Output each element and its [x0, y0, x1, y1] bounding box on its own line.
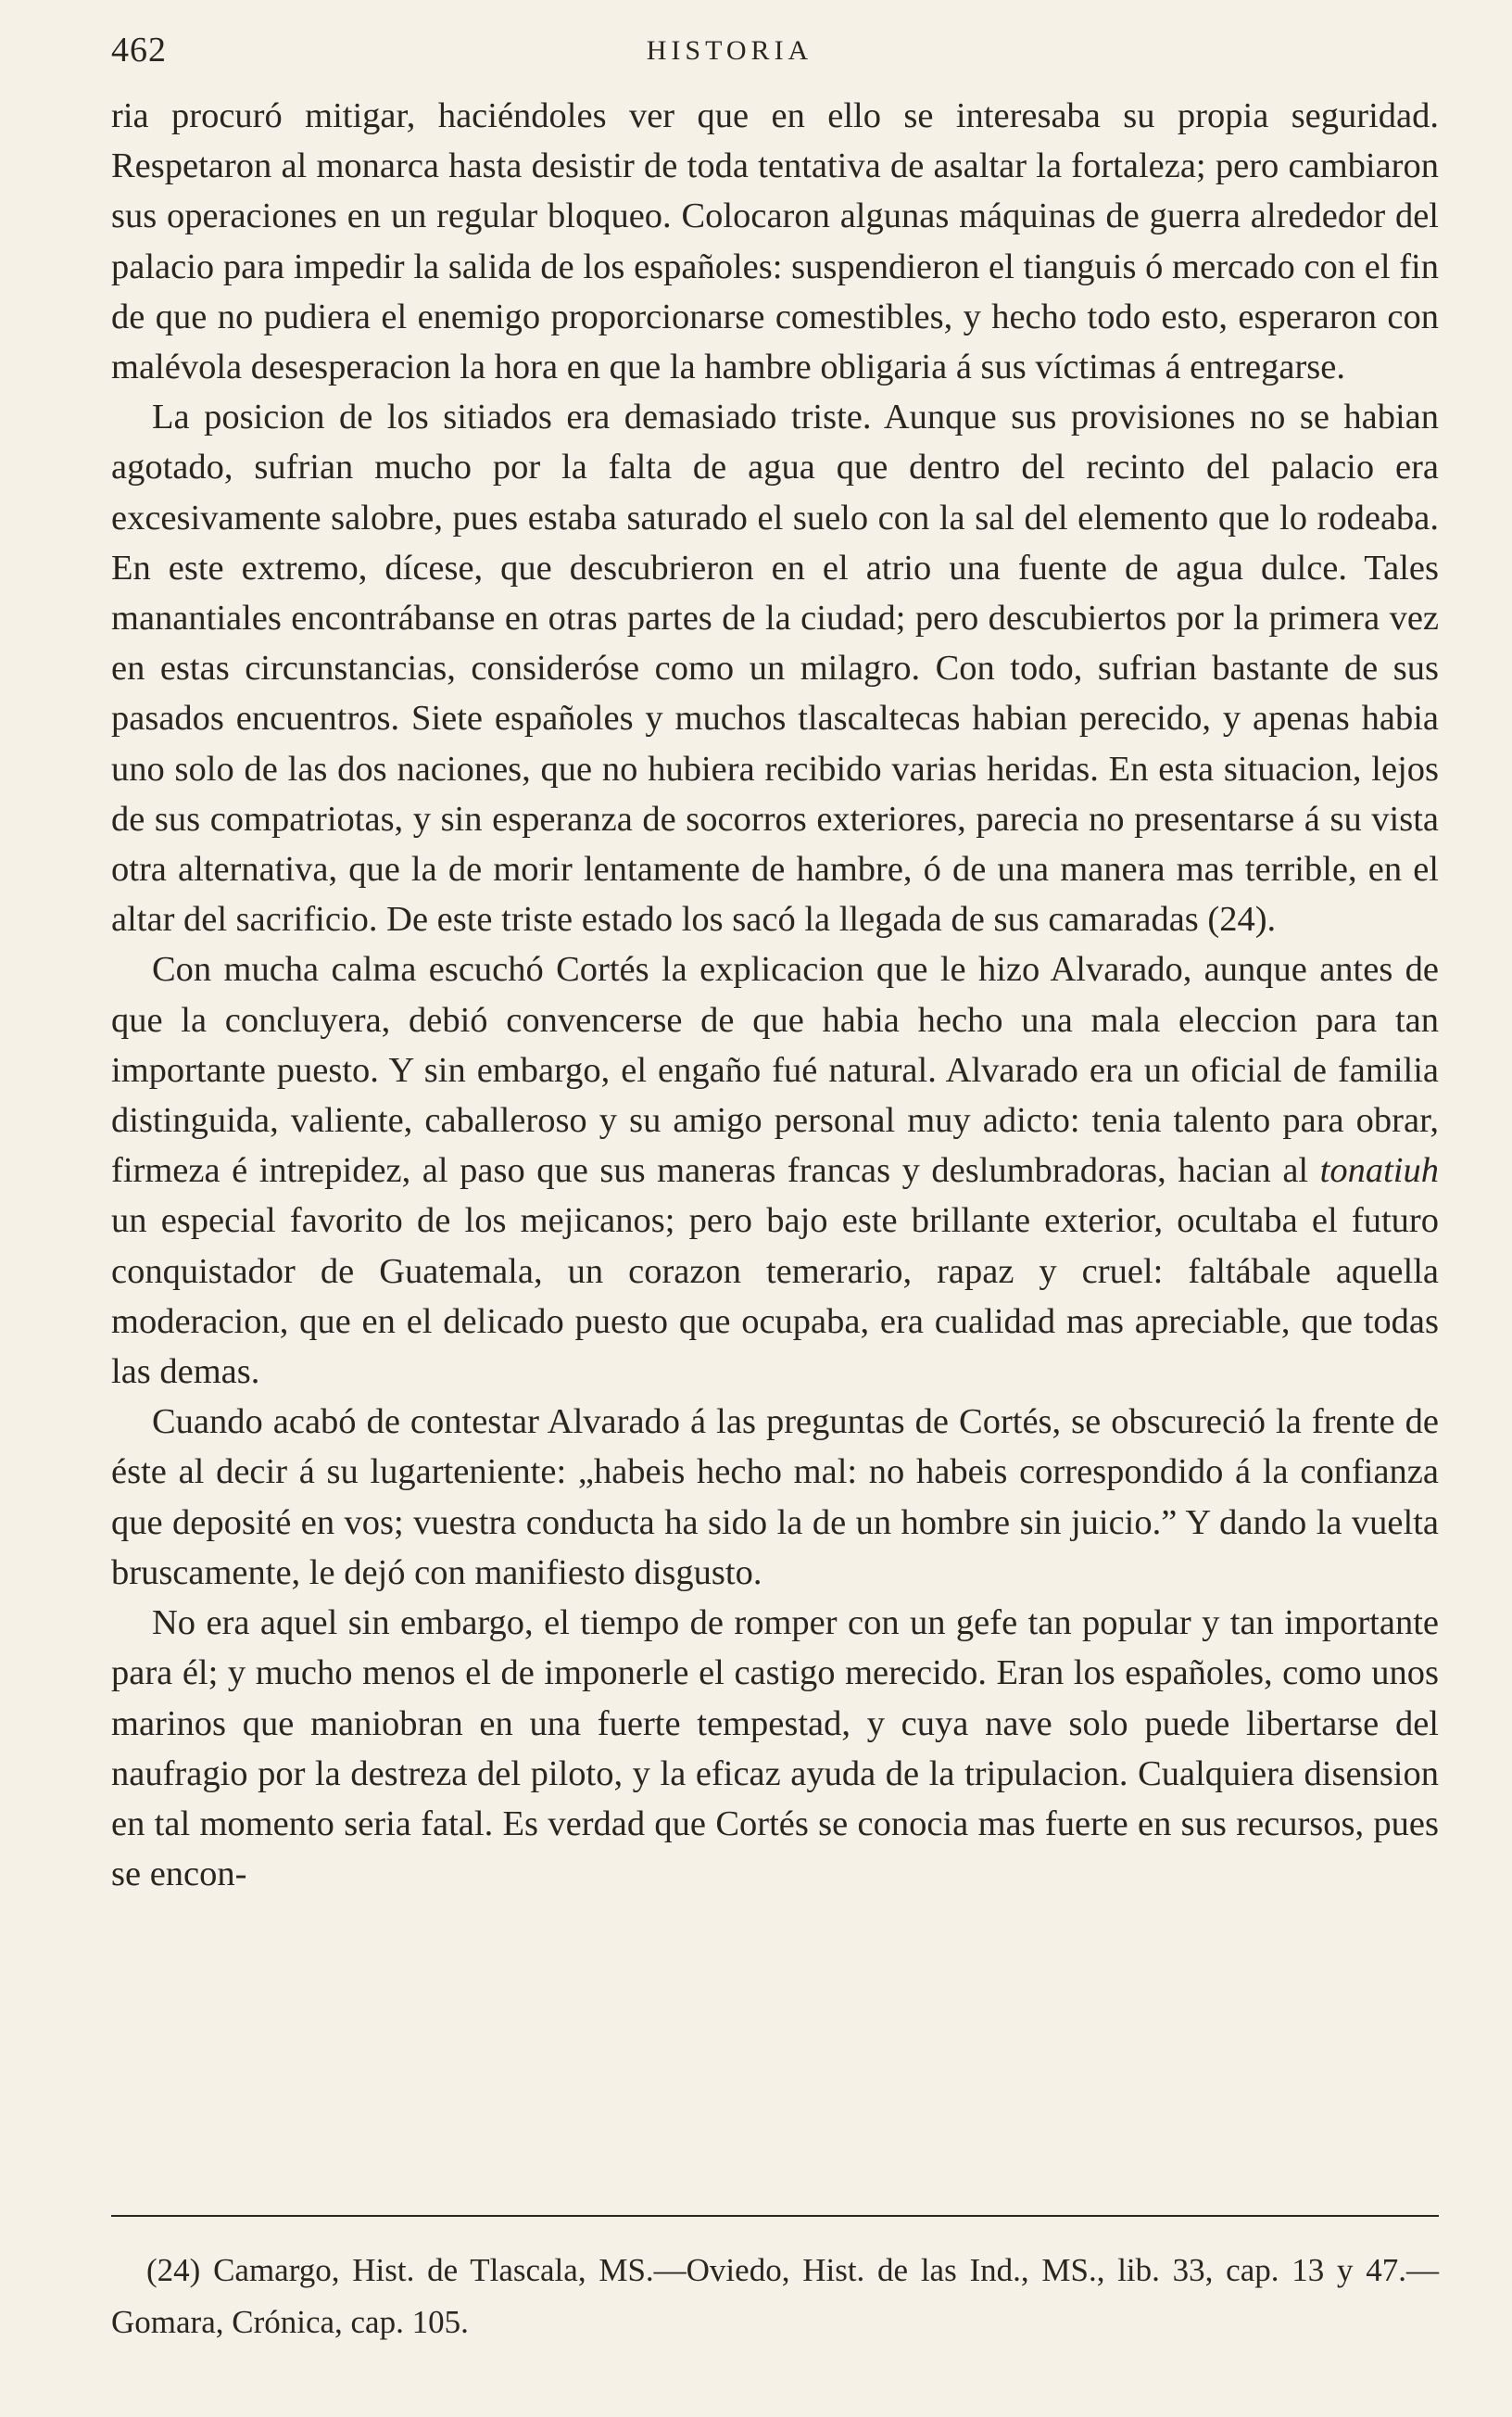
paragraph-3	[111, 944, 1439, 1397]
paragraph-text: Con mucha calma escuchó Cortés la explicacion que le hizo Alvarado, aunque antes de que la concluyera, debió convencerse de que habia hecho una mala eleccion para tan importante puesto. Y sin embargo, el engaño fué natural. Alvarado era un oficial de familia distinguida, valiente, caballeroso y su amigo personal muy adicto: tenia talento para obrar, firmeza é intrepidez, al paso que sus maneras francas y deslumbradoras, hacian al	[111, 950, 1439, 1191]
footnote-text: (24) Camargo, Hist. de Tlascala, MS.—Oviedo, Hist. de las Ind., MS., lib. 33, cap. 13 y 47.—Gomara, Crónica, cap. 105.	[111, 2252, 1439, 2340]
page-header	[111, 30, 1422, 76]
paragraph-1	[111, 91, 1439, 392]
footnote	[111, 2245, 1439, 2348]
paragraph-text: un especial favorito de los mejicanos; pero bajo este brillante exterior, ocultaba el futuro conquistador de Guatemala, un corazon temerario, rapaz y cruel: faltábale aquella moderacion, que en el delicado puesto que ocupaba, era cualidad mas apreciable, que todas las demas.	[111, 1201, 1439, 1392]
page-number: 462	[111, 31, 167, 70]
italic-term: tonatiuh	[1319, 1151, 1439, 1191]
paragraph-text: ria procuró mitigar, haciéndoles ver que en ello se interesaba su propia seguridad. Respetaron al monarca hasta desistir de toda tentativa de asaltar la fortaleza; pero cambiaron sus operaciones en un regular bloqueo. Colocaron algunas máquinas de guerra alrededor del palacio para impedir la salida de los españoles: suspendieron el tianguis ó mercado con el fin de que no pudiera el enemigo proporcionarse comestibles, y hecho todo esto, esperaron con malévola desesperacion la hora en que la hambre obligaria á sus víctimas á entregarse.	[111, 96, 1439, 387]
body-text	[111, 91, 1439, 1899]
paragraph-4	[111, 1397, 1439, 1598]
running-head: HISTORIA	[646, 35, 813, 66]
paragraph-5	[111, 1598, 1439, 1899]
paragraph-text: Cuando acabó de contestar Alvarado á las preguntas de Cortés, se obscureció la frente de éste al decir á su lugarteniente: „habeis hecho mal: no habeis correspondido á la confianza que deposité en vos; vuestra conducta ha sido la de un hombre sin juicio.” Y dando la vuelta bruscamente, le dejó con manifiesto disgusto.	[111, 1402, 1439, 1592]
paragraph-2	[111, 392, 1439, 944]
paragraph-text: No era aquel sin embargo, el tiempo de romper con un gefe tan popular y tan importante para él; y mucho menos el de imponerle el castigo merecido. Eran los españoles, como unos marinos que maniobran en una fuerte tempestad, y cuya nave solo puede libertarse del naufragio por la destreza del piloto, y la eficaz ayuda de la tripulacion. Cualquiera disension en tal momento seria fatal. Es verdad que Cortés se conocia mas fuerte en sus recursos, pues se encon-	[111, 1603, 1439, 1894]
footnote-divider	[111, 2215, 1439, 2217]
paragraph-text: La posicion de los sitiados era demasiado triste. Aunque sus provisiones no se habian agotado, sufrian mucho por la falta de agua que dentro del recinto del palacio era excesivamente salobre, pues estaba saturado el suelo con la sal del elemento que lo rodeaba. En este extremo, dícese, que descubrieron en el atrio una fuente de agua dulce. Tales manantiales encontrábanse en otras partes de la ciudad; pero descubiertos por la primera vez en estas circunstancias, consideróse como un milagro. Con todo, sufrian bastante de sus pasados encuentros. Siete españoles y muchos tlascaltecas habian perecido, y apenas habia uno solo de las dos naciones, que no hubiera recibido varias heridas. En esta situacion, lejos de sus compatriotas, y sin esperanza de socorros exteriores, parecia no presentarse á su vista otra alternativa, que la de morir lentamente de hambre, ó de una manera mas terrible, en el altar del sacrificio. De este triste estado los sacó la llegada de sus camaradas (24).	[111, 398, 1439, 940]
